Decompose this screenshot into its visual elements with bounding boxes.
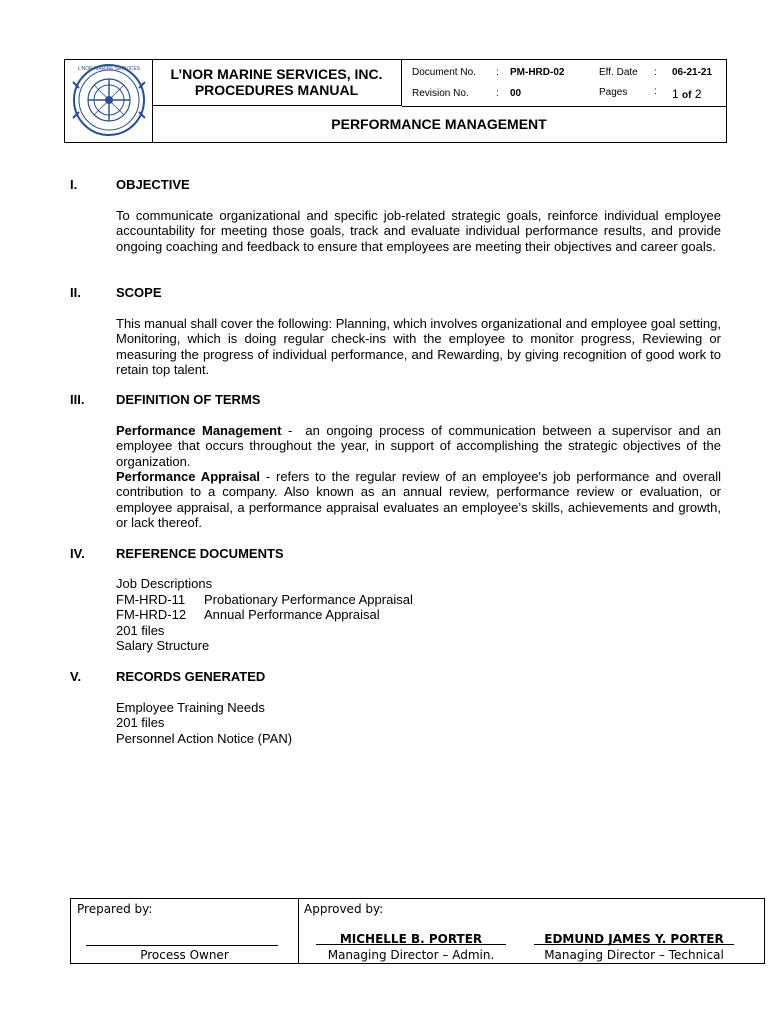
ref-code: FM-HRD-12 <box>116 607 187 622</box>
section-title-records-generated: RECORDS GENERATED <box>116 669 266 684</box>
list-item: Employee Training Needs <box>116 700 265 715</box>
page-of: of <box>682 90 692 101</box>
section-title-reference-documents: REFERENCE DOCUMENTS <box>116 546 284 561</box>
approved-by-label: Approved by: <box>304 902 384 916</box>
section-title-scope: SCOPE <box>116 285 162 300</box>
doc-no-sep: : <box>496 67 499 78</box>
list-item: Personnel Action Notice (PAN) <box>116 731 293 746</box>
list-item: FM-HRD-11 Probationary Performance Appraisal <box>116 592 413 607</box>
approver2-role: Managing Director – Technical <box>544 948 724 962</box>
approver1-role: Managing Director – Admin. <box>327 948 495 962</box>
page-indicator <box>672 87 702 101</box>
company-cell <box>152 60 402 106</box>
list-item: 201 files <box>116 715 165 730</box>
pages-label: Pages <box>599 87 628 98</box>
signature-table <box>70 898 765 964</box>
list-item: FM-HRD-12 Annual Performance Appraisal <box>116 607 380 622</box>
objective-text: To communicate organizational and specific job-related strategic goals, reinforce individual employee accountability for meeting those goals, track and evaluate individual performance results, and provide ongoing coaching and feedback to ensure that employees are meeting their objectives and career goals. <box>116 208 721 254</box>
list-item: 201 files <box>116 623 165 638</box>
section-number: V. <box>70 669 82 684</box>
section-number: III. <box>70 392 85 407</box>
logo-text: L'NOR MARINE SERVICES <box>77 66 141 72</box>
term: Performance Management <box>116 423 282 438</box>
logo-cell <box>65 60 153 142</box>
section-number: II. <box>70 285 81 300</box>
doc-no-value: PM-HRD-02 <box>510 67 565 78</box>
prepared-by-label: Prepared by: <box>77 902 153 916</box>
document-meta <box>402 60 726 107</box>
section-title-definitions: DEFINITION OF TERMS <box>116 392 261 407</box>
rev-no-value: 00 <box>510 88 522 99</box>
term-separator: - <box>260 469 276 484</box>
approved-by-cell <box>298 899 764 963</box>
ref-code: FM-HRD-11 <box>116 592 186 607</box>
approver2-name: EDMUND JAMES Y. PORTER <box>544 932 724 946</box>
definition-performance-management <box>116 423 721 469</box>
doc-no-label: Document No. <box>412 67 476 78</box>
page-total: 2 <box>694 87 702 101</box>
list-item: Salary Structure <box>116 638 210 653</box>
definition-performance-appraisal <box>116 469 721 531</box>
term-definition: refers to the regular review of an employee's job performance and overall contribution to a company. Also known as an annual review, performance review or evaluation, or employee appraisal, a performance appraisal evaluates an employee’s skills, achievements and growth, or lack thereof. <box>116 469 721 531</box>
approver1-name: MICHELLE B. PORTER <box>339 932 483 946</box>
document-title: PERFORMANCE MANAGEMENT <box>331 116 547 132</box>
term-separator: - <box>281 423 306 438</box>
section-number: IV. <box>70 546 85 561</box>
term-definition: an ongoing process of communication between a supervisor and an employee that occurs throughout the year, in support of accomplishing the strategic objectives of the organization. <box>116 423 721 469</box>
scope-text: This manual shall cover the following: Planning, which involves organizational and employee goal setting, Monitoring, which is doing regular check-ins with the employee to monitor progress, Reviewing or measuring the progress of individual performance, and Rewarding, by giving recognition of good work to retain top talent. <box>116 316 721 378</box>
section-title-objective: OBJECTIVE <box>116 177 190 192</box>
page-current: 1 <box>672 87 679 101</box>
signature-line <box>86 945 278 946</box>
rev-no-sep: : <box>496 88 499 99</box>
company-name: L’NOR MARINE SERVICES, INC. <box>170 66 383 82</box>
eff-date-label: Eff. Date <box>599 67 638 78</box>
eff-date-sep: : <box>654 67 657 78</box>
eff-date-value: 06-21-21 <box>672 67 713 78</box>
manual-name: PROCEDURES MANUAL <box>194 82 359 98</box>
document-header <box>64 59 727 143</box>
prepared-by-cell <box>71 899 299 963</box>
prepared-by-role: Process Owner <box>140 948 229 962</box>
term: Performance Appraisal <box>116 469 261 484</box>
list-item: Job Descriptions <box>116 576 213 591</box>
section-number: I. <box>70 177 78 192</box>
rev-no-label: Revision No. <box>412 88 469 99</box>
pages-sep: : <box>654 86 657 97</box>
company-seal-logo <box>71 60 147 142</box>
